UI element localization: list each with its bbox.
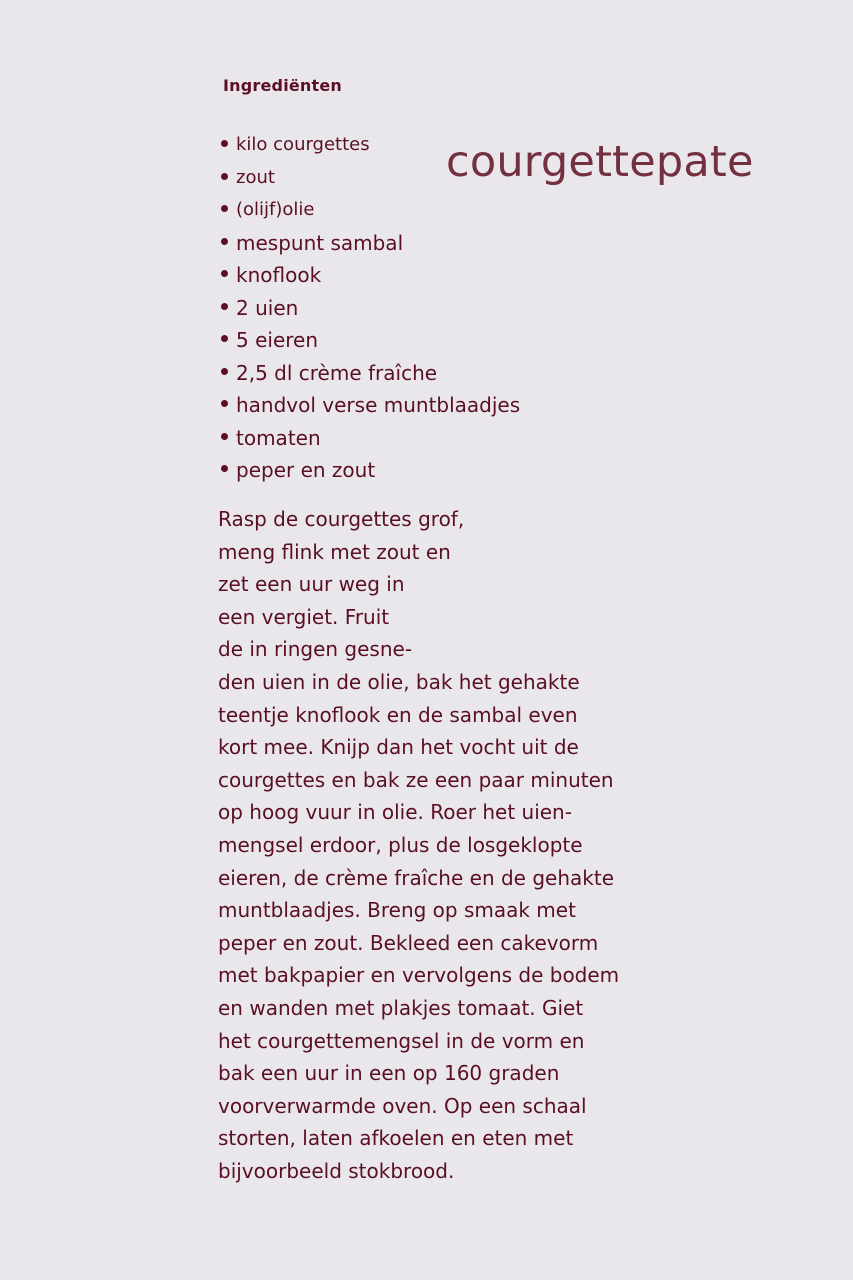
method-line: bijvoorbeeld stokbrood. xyxy=(218,1158,455,1183)
method-line: een vergiet. Fruit xyxy=(218,604,390,629)
method-line: teentje knoflook en de sambal even xyxy=(218,702,578,727)
method-line: courgettes en bak ze een paar minuten xyxy=(218,767,614,792)
ingredients-list xyxy=(221,129,551,487)
method-line: den uien in de olie, bak het gehakte xyxy=(218,669,580,694)
ingredient-item: zout xyxy=(221,162,551,195)
ingredient-item: peper en zout xyxy=(221,454,551,487)
method-line: het courgettemengsel in de vorm en xyxy=(218,1028,585,1053)
method-line: meng flink met zout en xyxy=(218,539,451,564)
ingredient-item: 2 uien xyxy=(221,292,551,325)
ingredient-item: mespunt sambal xyxy=(221,227,551,260)
bullet-icon xyxy=(221,140,228,147)
ingredient-item: (olijf)olie xyxy=(221,194,551,227)
method-line: Rasp de courgettes grof, xyxy=(218,507,465,531)
ingredient-item: handvol verse muntblaadjes xyxy=(221,389,551,422)
method-line: kort mee. Knijp dan het vocht uit de xyxy=(218,735,579,760)
bullet-icon xyxy=(221,335,228,342)
ingredients-heading: Ingrediënten xyxy=(223,76,343,95)
ingredient-item: 2,5 dl crème fraîche xyxy=(221,357,551,390)
ingredient-item: knoflook xyxy=(221,259,551,292)
ingredient-item: tomaten xyxy=(221,422,551,455)
bullet-icon xyxy=(221,205,228,212)
method-line: voorverwarmde oven. Op een schaal xyxy=(218,1093,587,1118)
ingredient-item: kilo courgettes xyxy=(221,129,551,162)
method-line: met bakpapier en vervolgens de bodem xyxy=(218,963,620,988)
bullet-icon xyxy=(221,238,228,245)
method-line: eieren, de crème fraîche en de gehakte xyxy=(218,865,614,890)
method-line: peper en zout. Bekleed een cakevorm xyxy=(218,930,599,955)
method-line: op hoog vuur in olie. Roer het uien- xyxy=(218,800,572,825)
ingredient-item: 5 eieren xyxy=(221,324,551,357)
bullet-icon xyxy=(221,400,228,407)
method-line: de in ringen gesne- xyxy=(218,637,413,662)
method-line: mengsel erdoor, plus de losgeklopte xyxy=(218,832,583,857)
method-line: muntblaadjes. Breng op smaak met xyxy=(218,898,576,923)
bullet-icon xyxy=(221,433,228,440)
bullet-icon xyxy=(221,270,228,277)
bullet-icon xyxy=(221,465,228,472)
recipe-title: courgettepate xyxy=(446,137,754,187)
bullet-icon xyxy=(221,303,228,310)
bullet-icon xyxy=(221,368,228,375)
method-line: en wanden met plakjes tomaat. Giet xyxy=(218,995,584,1020)
method-line: bak een uur in een op 160 graden xyxy=(218,1061,560,1086)
method-line: storten, laten afkoelen en eten met xyxy=(218,1126,574,1151)
method-line: zet een uur weg in xyxy=(218,572,405,597)
bullet-icon xyxy=(221,173,228,180)
method-text xyxy=(218,503,648,1187)
